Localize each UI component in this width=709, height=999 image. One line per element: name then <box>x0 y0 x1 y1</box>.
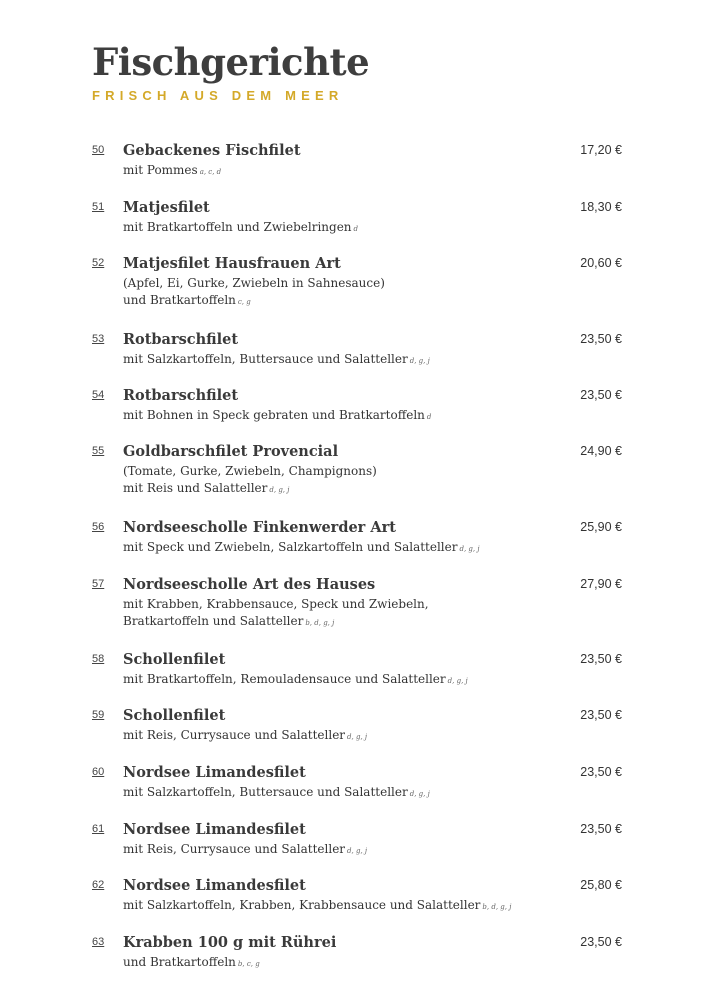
description-line: und Bratkartoffeln b, c, g <box>123 955 260 969</box>
item-description <box>123 463 543 499</box>
item-number: 61 <box>92 823 105 835</box>
allergen-codes: a, c, d <box>199 168 222 176</box>
description-line: mit Bratkartoffeln, Remouladensauce und Salatteller d, g, j <box>123 672 468 686</box>
allergen-codes: d, g, j <box>347 847 368 855</box>
item-price: 23,50 € <box>580 935 622 949</box>
allergen-codes: d <box>353 225 359 233</box>
item-description <box>123 727 543 746</box>
item-name: Nordseescholle Finkenwerder Art <box>123 519 396 536</box>
item-price: 23,50 € <box>580 708 622 722</box>
item-name: Nordsee Limandesfilet <box>123 877 306 894</box>
description-line: mit Reis und Salatteller d, g, j <box>123 481 290 495</box>
description-line: mit Salzkartoffeln, Buttersauce und Salatteller d, g, j <box>123 352 430 366</box>
item-description <box>123 275 543 311</box>
item-number: 54 <box>92 389 105 401</box>
page-subtitle: FRISCH AUS DEM MEER <box>92 88 344 103</box>
allergen-codes: b, d, g, j <box>482 903 512 911</box>
item-number: 56 <box>92 521 105 533</box>
item-price: 25,90 € <box>580 520 622 534</box>
allergen-codes: b, d, g, j <box>305 619 335 627</box>
description-line: mit Bohnen in Speck gebraten und Bratkartoffeln d <box>123 408 432 422</box>
item-number: 59 <box>92 709 105 721</box>
page-title: Fischgerichte <box>92 40 370 84</box>
item-price: 18,30 € <box>580 200 622 214</box>
item-description <box>123 407 543 426</box>
item-price: 23,50 € <box>580 332 622 346</box>
description-line: mit Speck und Zwiebeln, Salzkartoffeln und Salatteller d, g, j <box>123 540 480 554</box>
item-number: 60 <box>92 766 105 778</box>
allergen-codes: d, g, j <box>409 790 430 798</box>
item-description <box>123 897 543 916</box>
item-price: 27,90 € <box>580 577 622 591</box>
item-name: Rotbarschfilet <box>123 331 239 348</box>
item-price: 23,50 € <box>580 652 622 666</box>
description-line: mit Pommes a, c, d <box>123 163 222 177</box>
description-line: mit Salzkartoffeln, Buttersauce und Salatteller d, g, j <box>123 785 430 799</box>
item-name: Nordsee Limandesfilet <box>123 764 306 781</box>
item-name: Rotbarschfilet <box>123 387 239 404</box>
item-number: 53 <box>92 333 105 345</box>
item-description <box>123 351 543 370</box>
item-number: 51 <box>92 201 105 213</box>
item-number: 55 <box>92 445 105 457</box>
item-name: Schollenfilet <box>123 707 226 724</box>
item-price: 23,50 € <box>580 765 622 779</box>
item-price: 23,50 € <box>580 388 622 402</box>
item-name: Nordseescholle Art des Hauses <box>123 576 376 593</box>
item-number: 62 <box>92 879 105 891</box>
item-price: 23,50 € <box>580 822 622 836</box>
allergen-codes: d <box>426 413 432 421</box>
item-number: 50 <box>92 144 105 156</box>
description-line: mit Reis, Currysauce und Salatteller d, g, j <box>123 842 368 856</box>
description-line: mit Bratkartoffeln und Zwiebelringen d <box>123 220 359 234</box>
item-name: Gebackenes Fischfilet <box>123 142 301 159</box>
item-description <box>123 841 543 860</box>
allergen-codes: d, g, j <box>459 545 480 553</box>
description-line: (Apfel, Ei, Gurke, Zwiebeln in Sahnesauce) <box>123 276 385 290</box>
description-line: und Bratkartoffeln c, g <box>123 293 251 307</box>
allergen-codes: d, g, j <box>409 357 430 365</box>
item-description <box>123 671 543 690</box>
item-price: 17,20 € <box>580 143 622 157</box>
item-price: 24,90 € <box>580 444 622 458</box>
description-line: mit Salzkartoffeln, Krabben, Krabbensauce und Salatteller b, d, g, j <box>123 898 512 912</box>
item-number: 52 <box>92 257 105 269</box>
item-description <box>123 219 543 238</box>
allergen-codes: c, g <box>237 298 251 306</box>
item-name: Schollenfilet <box>123 651 226 668</box>
item-description <box>123 162 543 181</box>
item-price: 25,80 € <box>580 878 622 892</box>
item-number: 58 <box>92 653 105 665</box>
item-description <box>123 784 543 803</box>
item-description <box>123 539 543 558</box>
item-name: Krabben 100 g mit Rührei <box>123 934 337 951</box>
description-line: mit Reis, Currysauce und Salatteller d, g, j <box>123 728 368 742</box>
allergen-codes: d, g, j <box>269 486 290 494</box>
allergen-codes: d, g, j <box>447 677 468 685</box>
allergen-codes: d, g, j <box>347 733 368 741</box>
item-number: 57 <box>92 578 105 590</box>
item-number: 63 <box>92 936 105 948</box>
item-name: Matjesfilet <box>123 199 210 216</box>
item-price: 20,60 € <box>580 256 622 270</box>
description-line: Bratkartoffeln und Salatteller b, d, g, j <box>123 614 335 628</box>
item-description <box>123 954 543 973</box>
item-name: Goldbarschfilet Provencial <box>123 443 339 460</box>
item-name: Nordsee Limandesfilet <box>123 821 306 838</box>
allergen-codes: b, c, g <box>237 960 260 968</box>
item-name: Matjesfilet Hausfrauen Art <box>123 255 341 272</box>
description-line: (Tomate, Gurke, Zwiebeln, Champignons) <box>123 464 377 478</box>
item-description <box>123 596 543 632</box>
description-line: mit Krabben, Krabbensauce, Speck und Zwiebeln, <box>123 597 429 611</box>
